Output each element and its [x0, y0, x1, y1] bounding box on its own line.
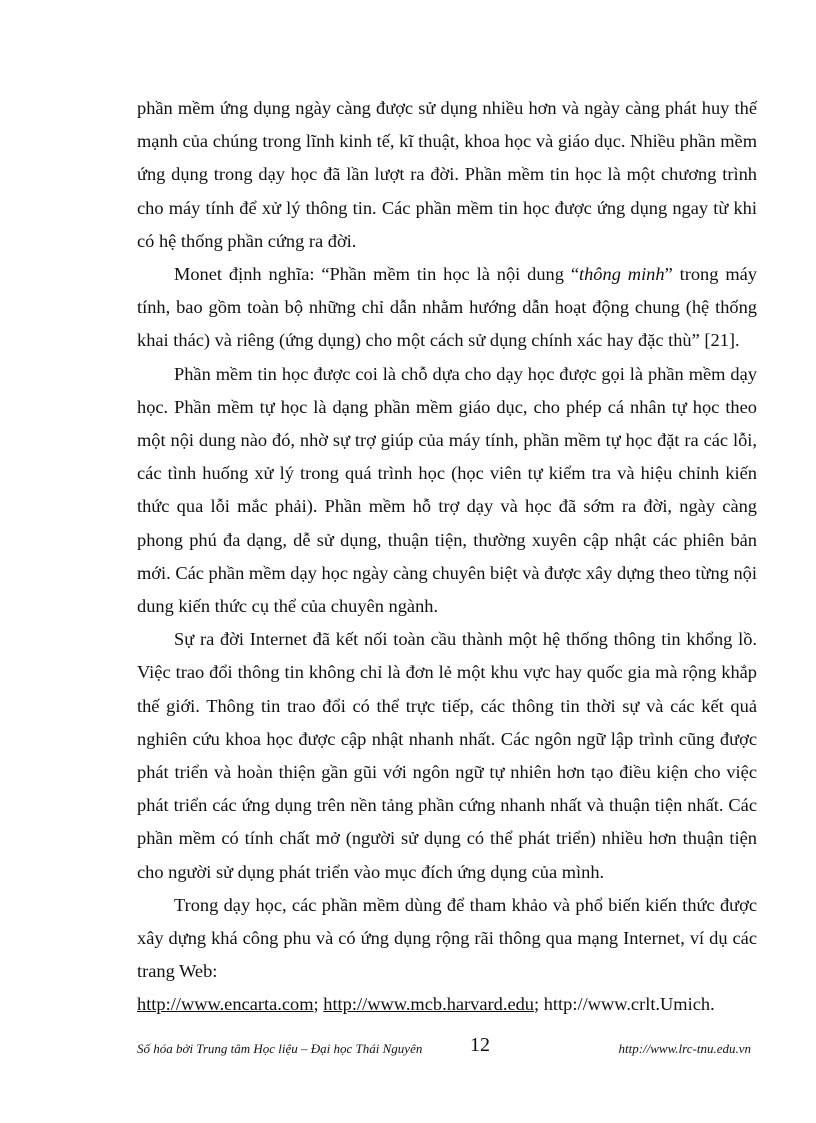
link-encarta[interactable]: http://www.encarta.com: [137, 994, 314, 1015]
link-harvard[interactable]: http://www.mcb.harvard.edu: [323, 994, 535, 1015]
website-links: [137, 988, 757, 1021]
paragraph: [137, 258, 757, 358]
paragraph-text: phần mềm ứng dụng ngày càng được sử dụng nhiều hơn và ngày càng phát huy thế mạnh của chúng trong lĩnh kinh tế, kĩ thuật, khoa học và giáo dục. Nhiều phần mềm ứng dụng trong dạy học đã lần lượt ra đời. Phần mềm tin học là một chương trình cho máy tính để xử lý thông tin. Các phần mềm tin học được ứng dụng ngay từ khi có hệ thống phần cứng ra đời.: [137, 98, 757, 251]
document-body: [137, 92, 757, 1022]
page-number: 12: [470, 1034, 490, 1056]
paragraph-text: Phần mềm tin học được coi là chỗ dựa cho dạy học được gọi là phần mềm dạy học. Phần mềm tự học là dạng phần mềm giáo dục, cho phép cá nhân tự học theo một nội dung nào đó, nhờ sự trợ giúp của máy tính, phần mềm tự học đặt ra các lỗi, các tình huống xử lý trong quá trình học (học viên tự kiểm tra và hiệu chỉnh kiến thức qua lỗi mắc phải). Phần mềm hỗ trợ dạy và học đã sớm ra đời, ngày càng phong phú đa dạng, dễ sử dụng, thuận tiện, thường xuyên cập nhật các phiên bản mới. Các phần mềm dạy học ngày càng chuyên biệt và được xây dựng theo từng nội dung kiến thức cụ thể của chuyên ngành.: [137, 363, 757, 617]
emphasis-text: thông minh: [579, 264, 665, 285]
paragraph-text: ” trong máy tính, bao gồm toàn bộ những chỉ dẫn nhằm hướng dẫn hoạt động chung (hệ thống khai thác) và riêng (ứng dụng) cho một cách sử dụng chính xác hay đặc thù” [21].: [137, 264, 758, 351]
link-separator: ;: [313, 994, 324, 1015]
paragraph: [137, 623, 757, 889]
paragraph: [137, 889, 757, 989]
paragraph-text: Sự ra đời Internet đã kết nối toàn cầu thành một hệ thống thông tin khổng lồ. Việc trao đổi thông tin không chỉ là đơn lẻ một khu vực hay quốc gia mà rộng khắp thế giới. Thông tin trao đổi có thể trực tiếp, các thông tin thời sự và các kết quả nghiên cứu khoa học được cập nhật nhanh nhất. Các ngôn ngữ lập trình cũng được phát triển và hoàn thiện gần gũi với ngôn ngữ tự nhiên hơn tạo điều kiện cho việc phát triển các ứng dụng trên nền tảng phần cứng nhanh nhất và thuận tiện nhất. Các phần mềm có tính chất mở (người sử dụng có thể phát triển) nhiều hơn thuận tiện cho người sử dụng phát triển vào mục đích ứng dụng của mình.: [137, 629, 757, 882]
paragraph: [137, 358, 757, 624]
footer-url: http://www.lrc-tnu.edu.vn: [618, 1041, 751, 1056]
page-footer: [137, 1034, 757, 1062]
paragraph-text: Monet định nghĩa: “Phần mềm tin học là nội dung “: [174, 264, 579, 285]
link-separator: ;: [534, 994, 544, 1015]
paragraph: [137, 92, 757, 258]
paragraphs-container: [137, 92, 757, 988]
footer-source: Số hóa bởi Trung tâm Học liệu – Đại học Thái Nguyên: [137, 1041, 423, 1056]
paragraph-text: Trong dạy học, các phần mềm dùng để tham khảo và phổ biến kiến thức được xây dựng khá công phu và có ứng dụng rộng rãi thông qua mạng Internet, ví dụ các trang Web:: [137, 894, 757, 982]
link-umich-text: http://www.crlt.Umich.: [543, 994, 715, 1015]
